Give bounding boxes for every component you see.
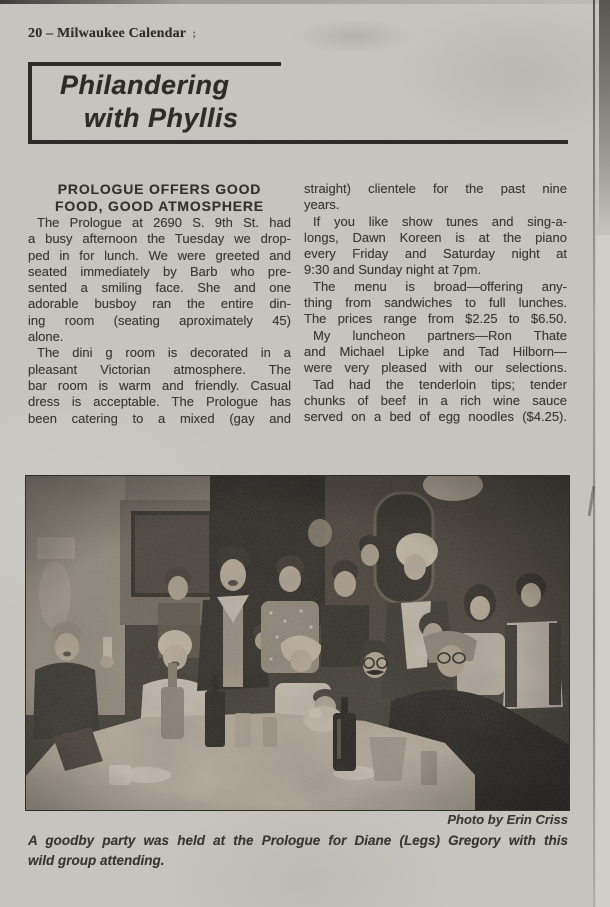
article-text-line: My luncheon partners—Ron Thate [313, 327, 567, 343]
article-text-line: straight) clientele for the past nine [304, 181, 567, 196]
article-text-line: served on a bed of egg noodles ($4.25). [304, 409, 567, 425]
article-body [28, 181, 568, 427]
photo-credit: Photo by Erin Criss [447, 812, 568, 827]
article-text-line: alone. [28, 329, 64, 345]
photo-caption [28, 831, 568, 870]
article-text-line: were very pleased with our selections. [304, 360, 567, 376]
page-corner-shadow [599, 0, 610, 235]
article-text-line: Tad had the tenderloin tips; tender [313, 376, 567, 392]
article-text-line: thing from sandwiches to full lunches. [304, 295, 567, 311]
article-text-line: every Friday and Saturday night at [304, 246, 567, 262]
article-heading-line: PROLOGUE OFFERS GOOD [57, 181, 262, 197]
column-title-line1: Philandering [60, 70, 230, 100]
article-right-column [304, 181, 567, 427]
page-number-header [28, 26, 196, 42]
article-heading-line: FOOD, GOOD ATMOSPHERE [55, 198, 264, 214]
article-left-column [28, 181, 291, 427]
article-text-line: ped in for lunch. We were greeted and [28, 247, 291, 263]
article-text-line: a busy afternoon the Tuesday we drop- [28, 231, 291, 247]
article-text-line: The menu is broad—offering any- [313, 278, 567, 294]
article-text-line: The dini g room is decorated in a [37, 345, 291, 361]
party-photo [25, 475, 570, 811]
article-text-line: years. [304, 197, 340, 213]
page-curl-highlight [596, 235, 610, 907]
article-text-line: been catering to a mixed (gay and [28, 410, 291, 426]
article-text-line: bar room is warm and friendly. Casual [28, 377, 291, 393]
title-box-left-rule [28, 62, 32, 144]
article-text-line: longs, Dawn Koreen is at the piano [304, 229, 567, 245]
photo-vignette [25, 475, 570, 811]
article-text-line: chunks of beef in a rich wine sauce [304, 392, 567, 408]
article-text-line: and Michael Lipke and Tad Hilborn— [304, 343, 567, 359]
photo-caption-line1: A goodby party was held at the Prologue for Diane (Legs) Gregory with this [28, 833, 568, 848]
article-text-line: sented a smiling face. She and one [28, 280, 291, 296]
article-text-line: If you like show tunes and sing-a- [313, 213, 567, 229]
title-box-top-rule [28, 62, 281, 66]
page-edge-line [593, 0, 595, 907]
header-stray-mark: ; [192, 26, 197, 40]
title-box-bottom-rule [28, 140, 568, 144]
header-text: 20 – Milwaukee Calendar [28, 26, 187, 41]
article-text-line: 9:30 and Sunday night at 7pm. [304, 262, 482, 278]
article-text-line: adorable busboy ran the entire din- [28, 296, 291, 312]
photo-caption-line2: wild group attending. [28, 852, 165, 868]
article-text-line: ing room (seating aproximately 45) [28, 312, 291, 328]
scan-top-edge-shadow [0, 0, 610, 4]
column-title-line2: with Phyllis [84, 103, 239, 133]
article-text-line: pleasant Victorian atmosphere. The [28, 361, 291, 377]
article-text-line: dress is acceptable. The Prologue has [28, 394, 291, 410]
article-text-line: The Prologue at 2690 S. 9th St. had [37, 215, 291, 230]
article-text-line: seated immediately by Barb who pre- [28, 263, 291, 279]
article-text-line: The prices range from $2.25 to $6.50. [304, 311, 567, 327]
